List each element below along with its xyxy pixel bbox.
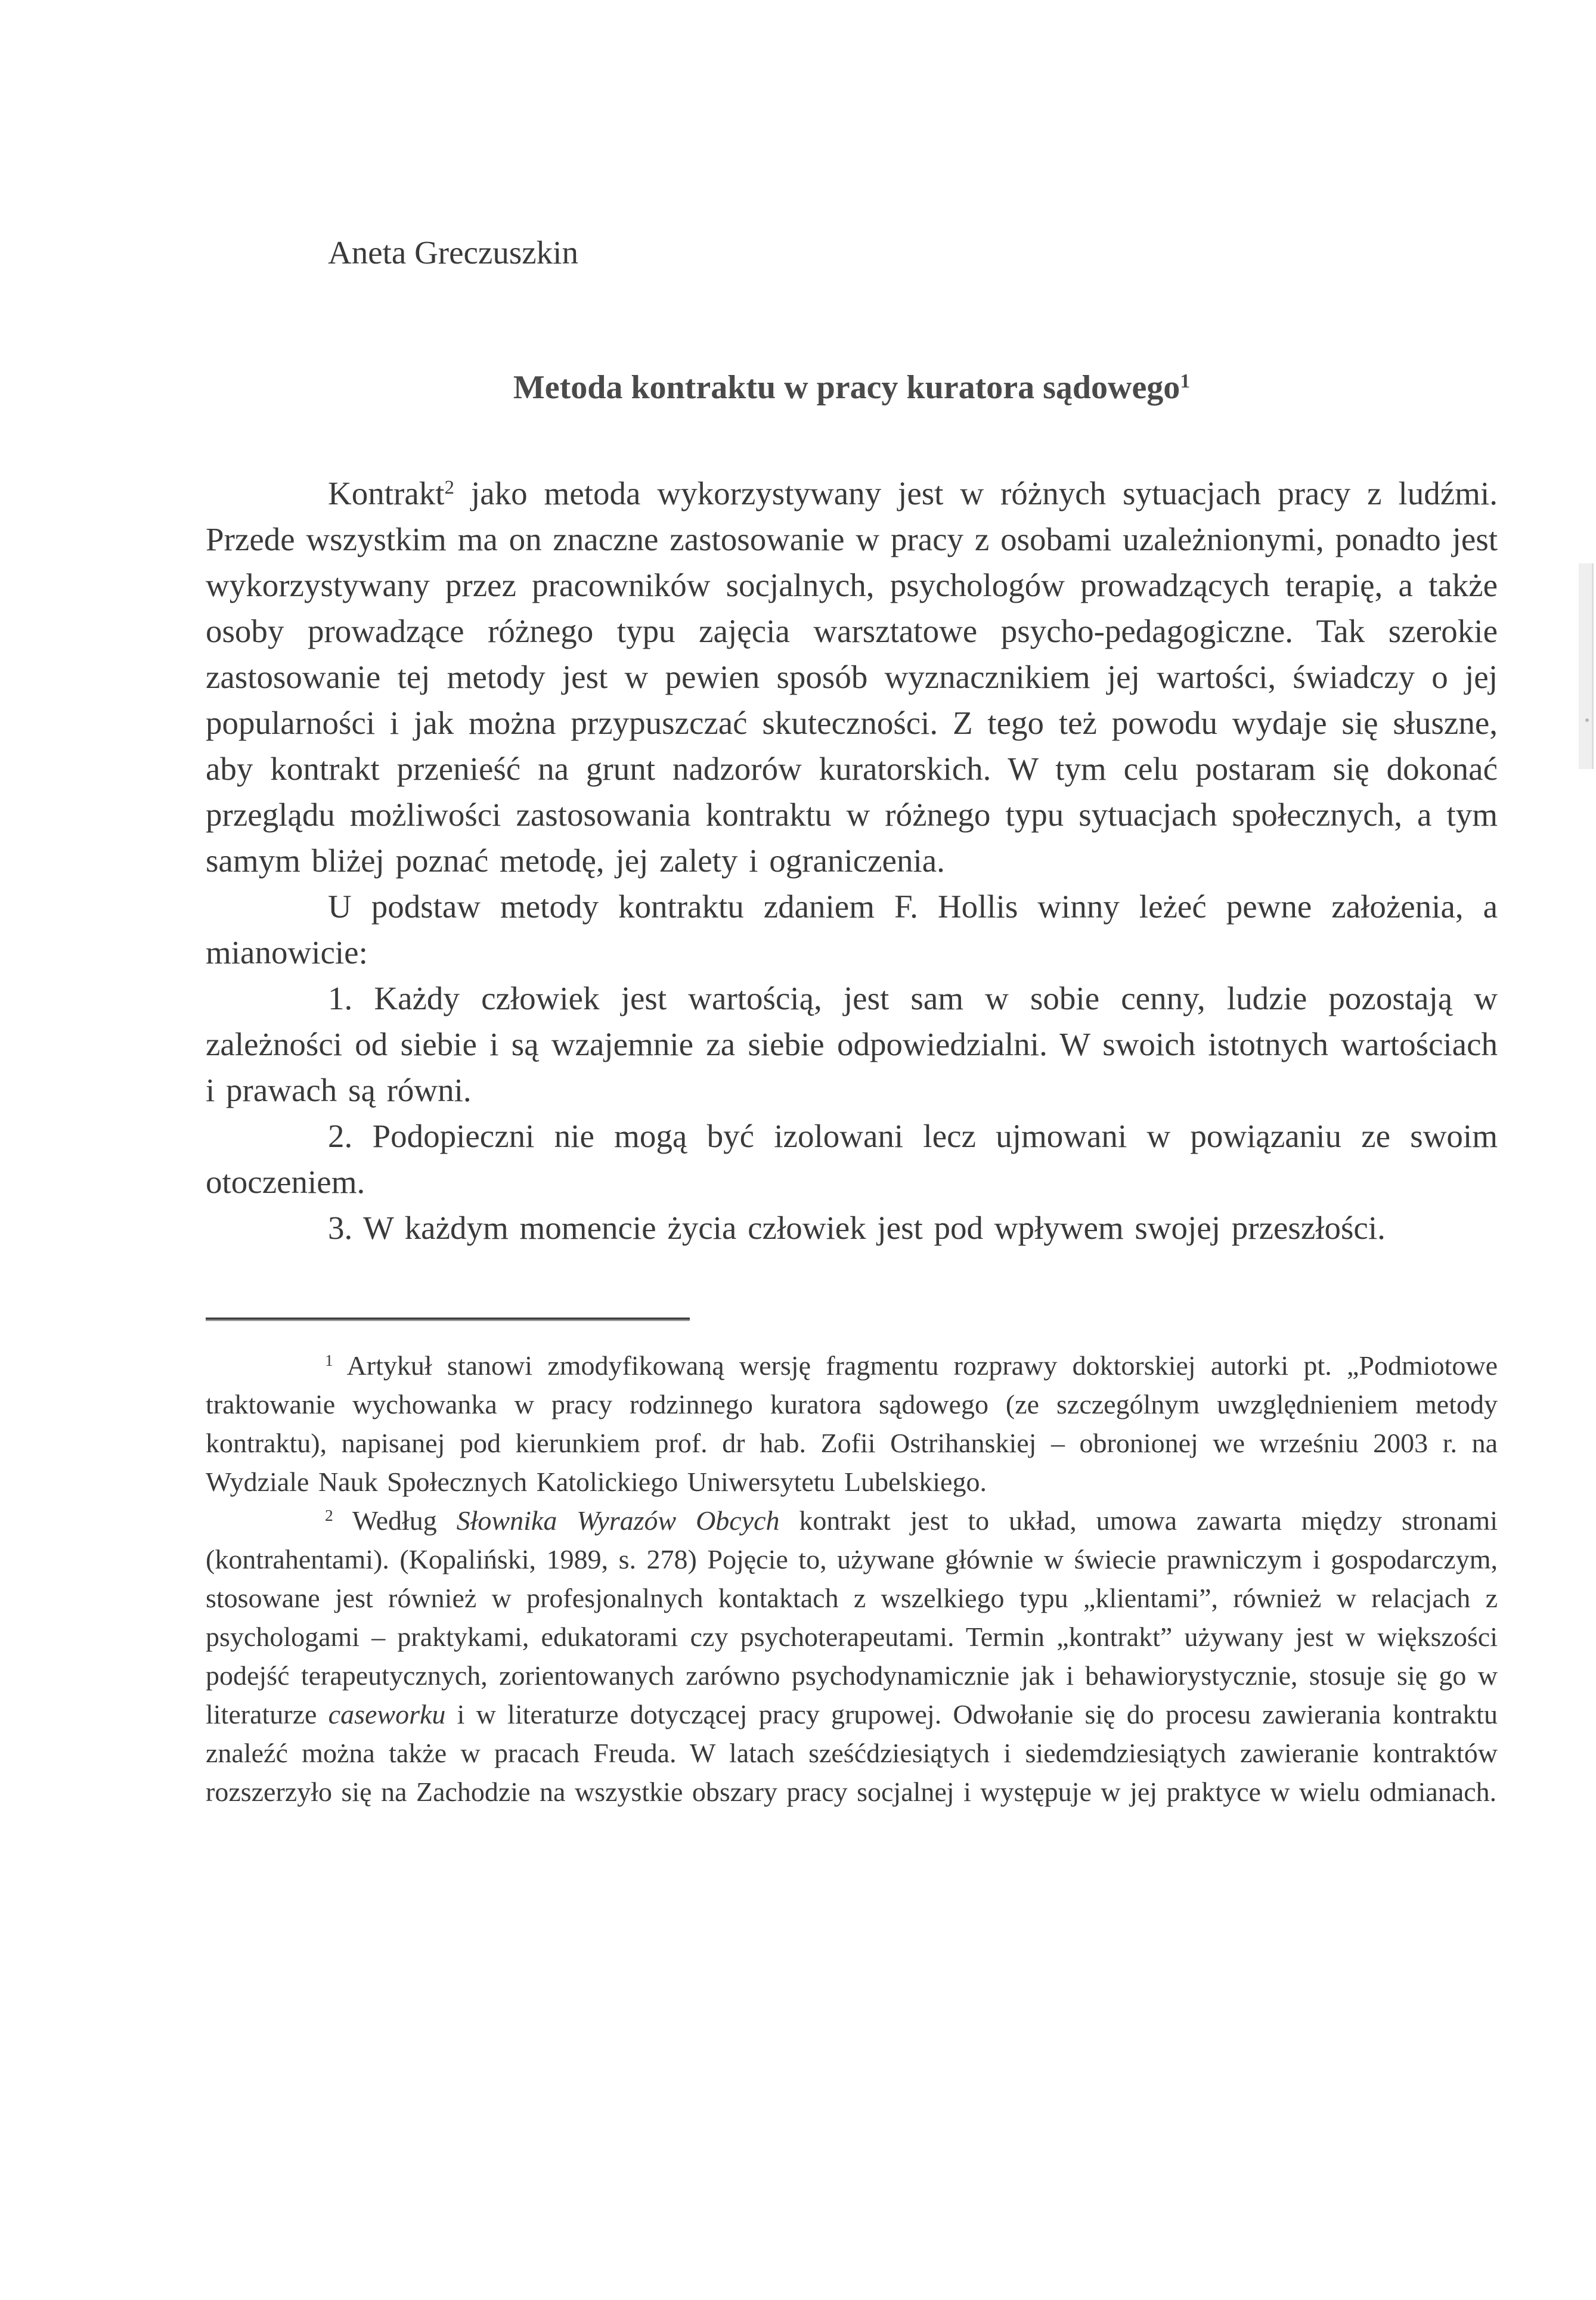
footnotes-section (206, 1346, 1498, 1811)
superscript-marker: 2 (444, 476, 455, 498)
body-paragraph-hollis (206, 884, 1498, 975)
text-run: U podstaw metody kontraktu zdaniem F. Hollis winny leżeć pewne założenia, a mianowicie: (206, 888, 1498, 971)
body-text (206, 470, 1498, 1251)
footnote-separator (206, 1318, 690, 1321)
text-run: jako metoda wykorzystywany jest w różnych sytuacjach pracy z ludźmi. Przede wszystkim ma on znaczne zastosowanie w pracy z osobami uzależnionymi, ponadto jest wykorzystywany przez pracowników socjalnych, psychologów prowadzących terapię, a także osoby prowadzące różnego typu zajęcia warsztatowe psycho-pedagogiczne. Tak szerokie zastosowanie tej metody jest w pewien sposób wyznacznikiem jej wartości, świadczy o jej popularności i jak można przypuszczać skuteczności. Z tego też powodu wydaje się słuszne, aby kontrakt przenieść na grunt nadzorów kuratorskich. W tym celu postaram się dokonać przeglądu możliwości zastosowania kontraktu w różnego typu sytuacjach społecznych, a tym samym bliżej poznać metodę, jej zalety i ograniczenia. (206, 475, 1498, 879)
text-run: 2. Podopieczni nie mogą być izolowani lecz ujmowani w powiązaniu ze swoim otoczeniem. (206, 1118, 1498, 1200)
text-run: Metoda kontraktu w pracy kuratora sądowego (513, 369, 1180, 406)
text-run: 1. Każdy człowiek jest wartością, jest sam w sobie cenny, ludzie pozostają w zależności od siebie i są wzajemnie za siebie odpowiedzialni. W swoich istotnych wartościach i prawach są równi. (206, 980, 1498, 1108)
author-name: Aneta Greczuszkin (328, 234, 578, 271)
footnote-1 (206, 1346, 1498, 1501)
body-list-item-2 (206, 1113, 1498, 1205)
text-run: Według (333, 1505, 457, 1536)
superscript-marker: 1 (1180, 370, 1191, 392)
scan-artifact-right-edge (1579, 563, 1594, 769)
page-title (206, 365, 1498, 411)
text-run: 3. W każdym momencie życia człowiek jest pod wpływem swojej przeszłości. (328, 1210, 1386, 1246)
body-list-item-1 (206, 975, 1498, 1113)
text-run: Słownika Wyrazów Obcych (456, 1505, 780, 1536)
text-run: i w literaturze dotyczącej pracy grupowej. Odwołanie się do procesu zawierania kontraktu znaleźć można także w pracach Freuda. W latach sześćdziesiątych i siedemdziesiątych zawieranie kontraktów rozszerzyło się na Zachodzie na wszystkie obszary pracy socjalnej i występuje w jej praktyce w wielu odmianach. (206, 1699, 1498, 1807)
scan-artifact-dot (1585, 718, 1589, 722)
text-run: Artykuł stanowi zmodyfikowaną wersję fragmentu rozprawy doktorskiej autorki pt. „Podmiotowe traktowanie wychowanka w pracy rodzinnego kuratora sądowego (ze szczególnym uwzględnieniem metody kontraktu), napisanej pod kierunkiem prof. dr hab. Zofii Ostrihanskiej – obronionej we wrześniu 2003 r. na Wydziale Nauk Społecznych Katolickiego Uniwersytetu Lubelskiego. (206, 1350, 1498, 1497)
body-list-item-3 (206, 1205, 1498, 1251)
superscript-marker: 2 (325, 1505, 333, 1524)
text-run: Kontrakt (328, 475, 445, 512)
superscript-marker: 1 (325, 1350, 333, 1369)
body-paragraph-intro (206, 470, 1498, 884)
text-run: caseworku (328, 1699, 446, 1729)
footnote-2 (206, 1501, 1498, 1811)
text-run: kontrakt jest to układ, umowa zawarta między stronami (kontrahentami). (Kopaliński, 1989, s. 278) Pojęcie to, używane głównie w świecie prawniczym i gospodarczym, stosowane jest również w profesjonalnych kontaktach z wszelkiego typu „klientami”, również w relacjach z psychologami – praktykami, edukatorami czy psychoterapeutami. Termin „kontrakt” używany jest w większości podejść terapeutycznych, zorientowanych zarówno psychodynamicznie jak i behawiorystycznie, stosuje się go w literaturze (206, 1505, 1498, 1729)
